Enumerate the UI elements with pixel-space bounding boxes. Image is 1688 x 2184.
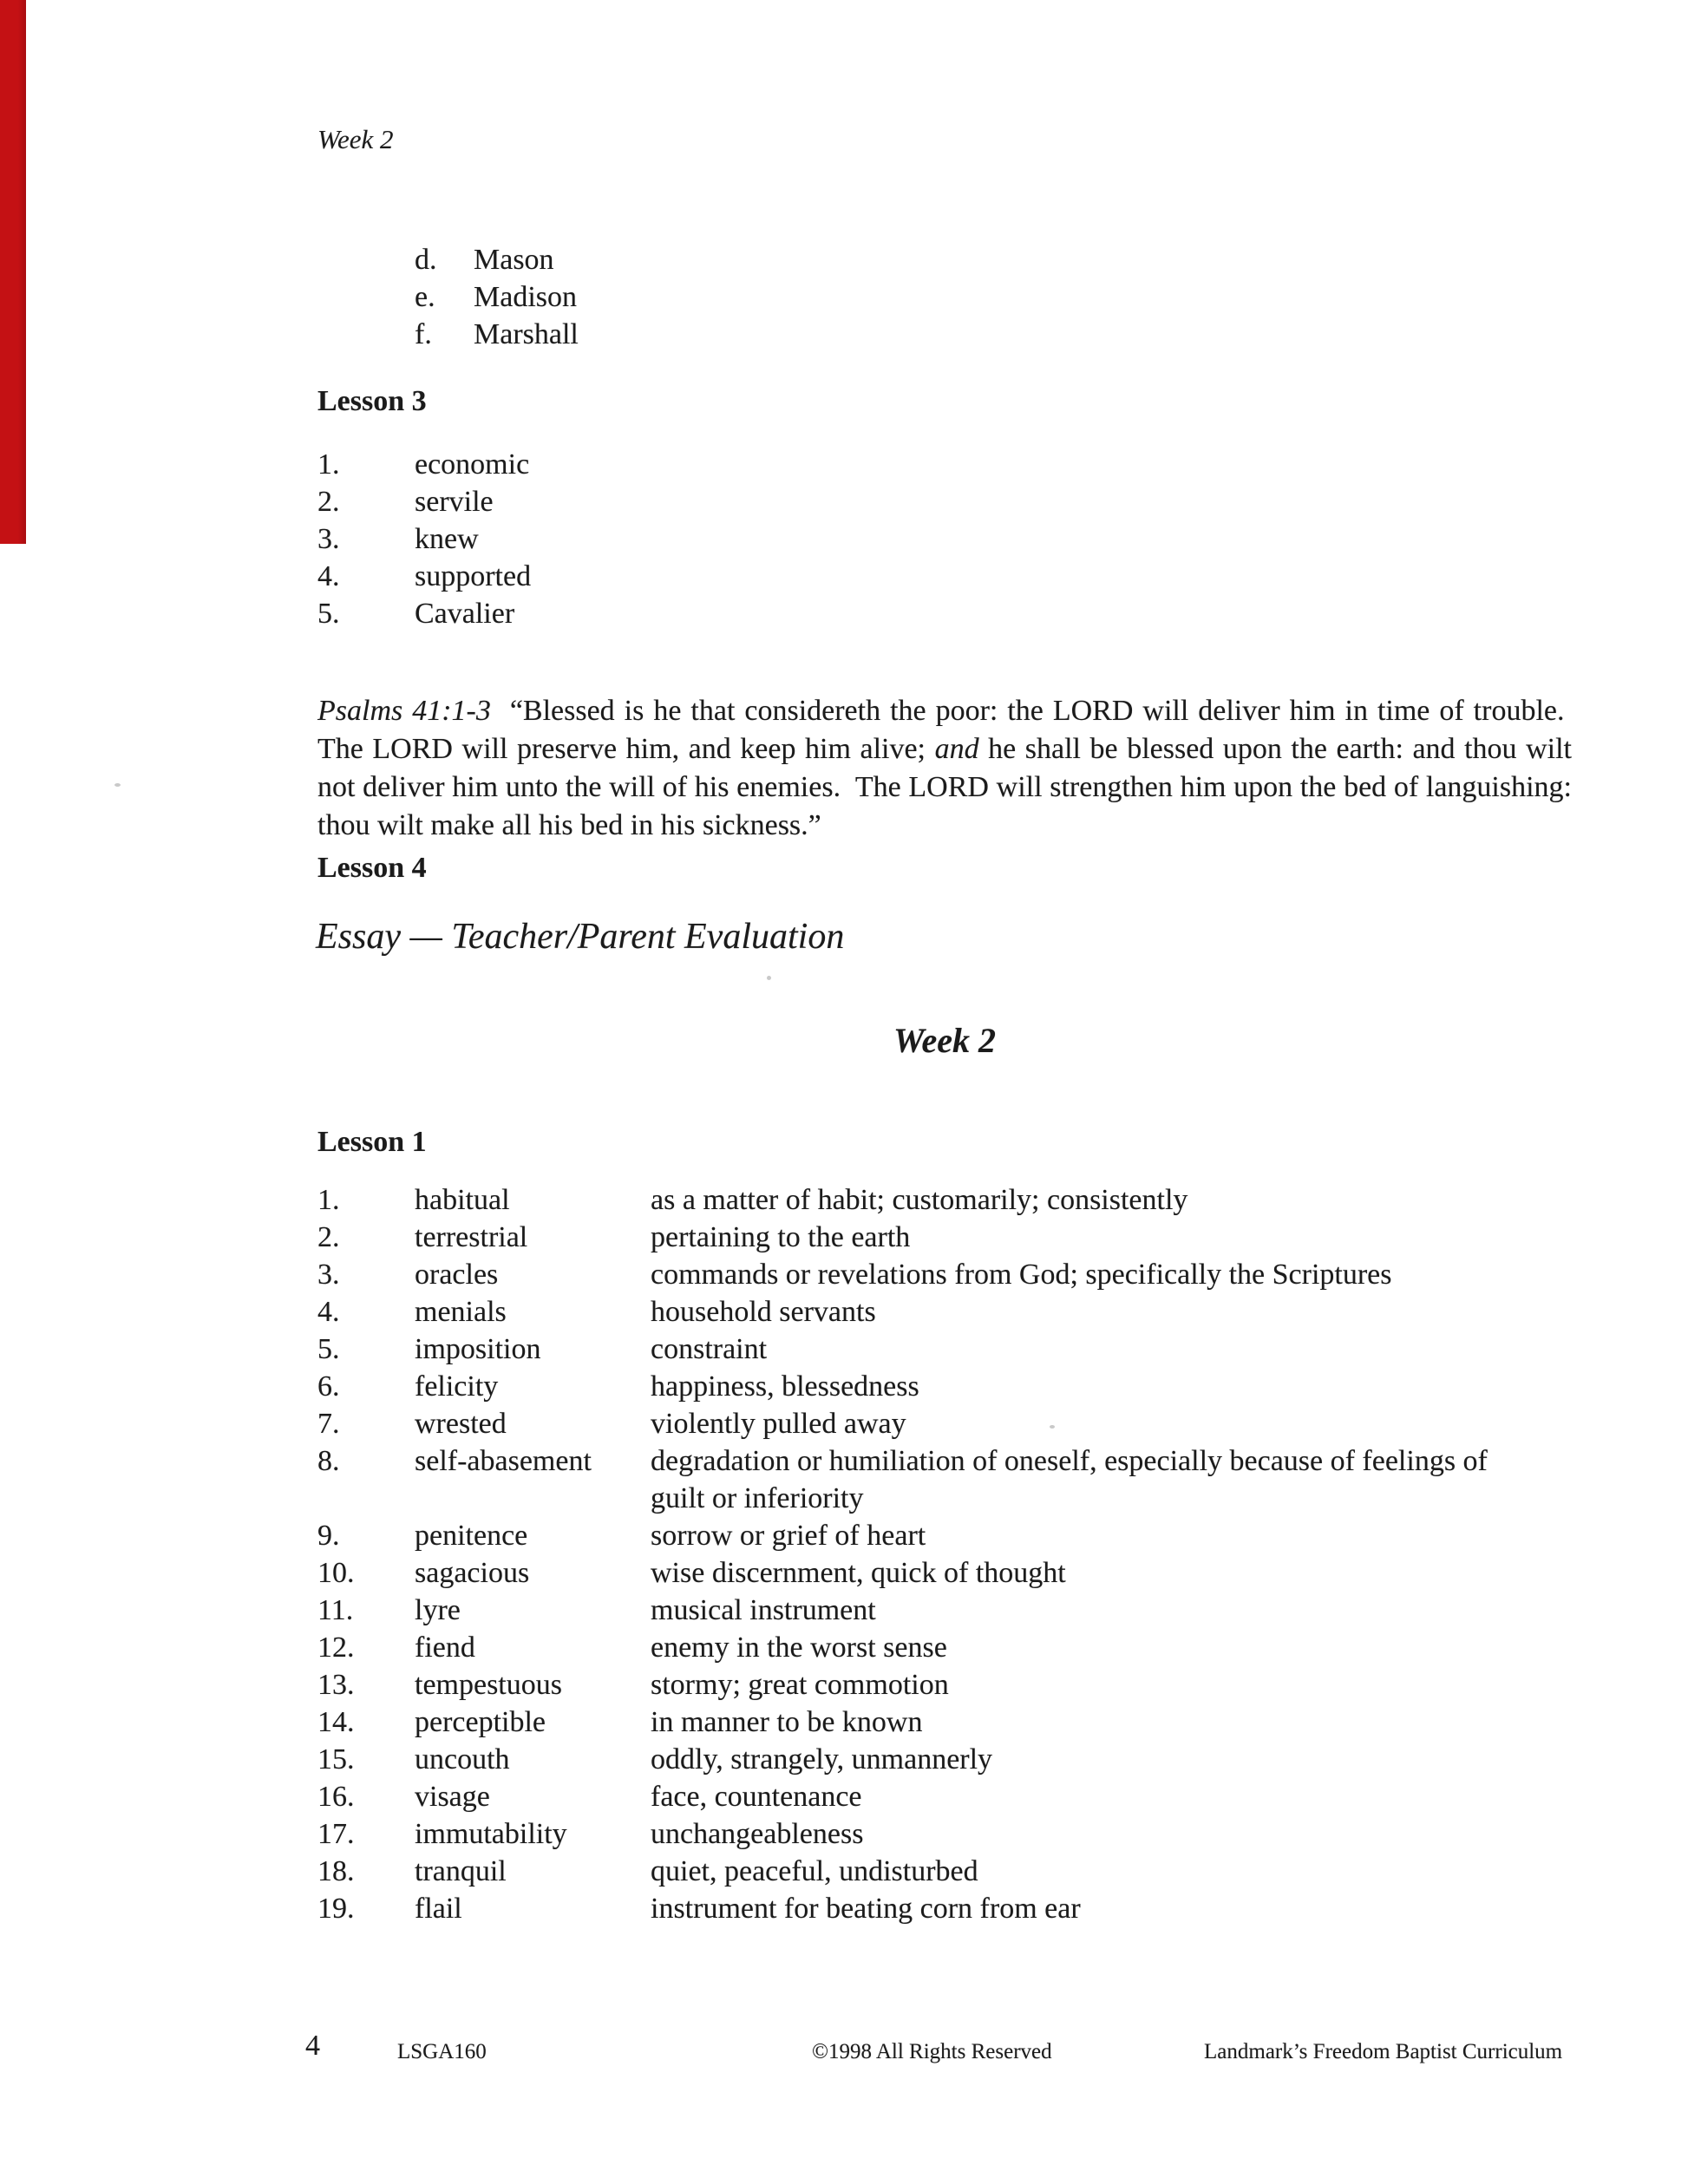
list-item-word: supported: [415, 560, 532, 592]
lesson-1-heading: Lesson 1: [317, 1126, 427, 1158]
vocab-definition: violently pulled away: [651, 1408, 906, 1440]
vocab-definition: instrument for beating corn from ear: [651, 1893, 1081, 1925]
vocab-definition: enemy in the worst sense: [651, 1631, 947, 1664]
vocab-item-number: 8.: [317, 1445, 340, 1477]
vocab-item-number: 16.: [317, 1781, 355, 1813]
vocab-term: perceptible: [415, 1706, 546, 1738]
vocab-list-item: [317, 1890, 1496, 1927]
vocab-item-number: 3.: [317, 1259, 340, 1291]
vocab-item-number: 9.: [317, 1520, 340, 1552]
footer-publisher-name: Landmark’s Freedom Baptist Curriculum: [1204, 2040, 1563, 2063]
lesson-4-heading: Lesson 4: [317, 852, 427, 884]
vocab-definition: constraint: [651, 1333, 768, 1365]
lesson-3-list-item: [317, 595, 531, 632]
vocab-term: sagacious: [415, 1557, 530, 1589]
answer-letter-list: [415, 241, 579, 353]
vocab-list-item: [317, 1815, 1496, 1853]
lesson-1-vocabulary-list: [317, 1181, 1496, 1927]
list-item-word: servile: [415, 486, 494, 518]
footer-page-number: 4: [305, 2030, 320, 2062]
vocab-definition: musical instrument: [651, 1594, 876, 1626]
answer-option-letter: f.: [415, 318, 432, 350]
vocab-item-number: 19.: [317, 1893, 355, 1925]
running-header-week-label: Week 2: [317, 124, 394, 154]
vocab-definition: as a matter of habit; customarily; consistently: [651, 1184, 1188, 1216]
vocab-term: self-abasement: [415, 1445, 592, 1477]
answer-option-text: Madison: [474, 281, 577, 313]
vocab-definition: degradation or humiliation of oneself, especially because of feelings of guilt or inferiority: [651, 1445, 1488, 1514]
vocab-term: oracles: [415, 1259, 499, 1291]
footer-copyright-notice: ©1998 All Rights Reserved: [812, 2040, 1052, 2063]
vocab-item-number: 10.: [317, 1557, 355, 1589]
psalm-quotation-paragraph: [317, 692, 1572, 845]
list-item-number: 2.: [317, 486, 340, 518]
vocab-item-number: 18.: [317, 1855, 355, 1887]
vocab-list-item: [317, 1741, 1496, 1778]
vocab-term: tempestuous: [415, 1669, 562, 1701]
vocab-term: uncouth: [415, 1743, 510, 1775]
list-item-number: 4.: [317, 560, 340, 592]
vocab-list-item: [317, 1554, 1496, 1592]
vocab-list-item: [317, 1778, 1496, 1815]
vocab-item-number: 14.: [317, 1706, 355, 1738]
answer-option-row: [415, 278, 579, 316]
vocab-definition: face, countenance: [651, 1781, 862, 1813]
vocab-list-item: [317, 1592, 1496, 1629]
vocab-item-number: 12.: [317, 1631, 355, 1664]
vocab-definition: quiet, peaceful, undisturbed: [651, 1855, 978, 1887]
vocab-definition: wise discernment, quick of thought: [651, 1557, 1066, 1589]
vocab-term: penitence: [415, 1520, 528, 1552]
vocab-definition: commands or revelations from God; specifically the Scriptures: [651, 1259, 1392, 1291]
list-item-word: Cavalier: [415, 598, 515, 630]
vocab-item-number: 2.: [317, 1221, 340, 1253]
list-item-number: 1.: [317, 448, 340, 481]
essay-evaluation-line: Essay — Teacher/Parent Evaluation: [316, 917, 845, 957]
vocab-item-number: 15.: [317, 1743, 355, 1775]
answer-option-text: Mason: [474, 244, 554, 276]
vocab-list-item: [317, 1703, 1496, 1741]
vocab-term: imposition: [415, 1333, 541, 1365]
vocab-definition: sorrow or grief of heart: [651, 1520, 926, 1552]
psalm-text-segment: and: [934, 733, 979, 765]
psalm-reference: Psalms 41:1-3: [317, 695, 491, 727]
footer-document-code: LSGA160: [397, 2040, 487, 2063]
answer-option-letter: e.: [415, 281, 435, 313]
list-item-word: economic: [415, 448, 530, 481]
answer-option-row: [415, 316, 579, 353]
answer-option-letter: d.: [415, 244, 437, 276]
lesson-3-list-item: [317, 520, 531, 558]
vocab-term: wrested: [415, 1408, 507, 1440]
vocab-item-number: 1.: [317, 1184, 340, 1216]
vocab-list-item: [317, 1442, 1496, 1517]
vocab-list-item: [317, 1331, 1496, 1368]
vocab-definition: oddly, strangely, unmannerly: [651, 1743, 993, 1775]
vocab-item-number: 5.: [317, 1333, 340, 1365]
vocab-term: terrestrial: [415, 1221, 528, 1253]
vocab-term: tranquil: [415, 1855, 507, 1887]
vocab-item-number: 4.: [317, 1296, 340, 1328]
lesson-3-heading: Lesson 3: [317, 385, 427, 417]
scan-speck: [767, 976, 771, 980]
list-item-number: 5.: [317, 598, 340, 630]
vocab-item-number: 6.: [317, 1370, 340, 1403]
list-item-word: knew: [415, 523, 479, 555]
vocab-list-item: [317, 1293, 1496, 1331]
list-item-number: 3.: [317, 523, 340, 555]
psalm-text-segment: “Blessed is he that considereth the poor: the LORD will deliver him in time of trouble. The LORD will preserve him, and keep him alive;: [317, 695, 1572, 765]
vocab-list-item: [317, 1517, 1496, 1554]
answer-option-row: [415, 241, 579, 278]
vocab-item-number: 17.: [317, 1818, 355, 1850]
vocab-term: habitual: [415, 1184, 510, 1216]
lesson-3-list-item: [317, 483, 531, 520]
vocab-definition: unchangeableness: [651, 1818, 864, 1850]
vocab-item-number: 11.: [317, 1594, 354, 1626]
scan-speck: [114, 783, 121, 787]
vocab-list-item: [317, 1629, 1496, 1666]
vocab-list-item: [317, 1368, 1496, 1405]
answer-option-text: Marshall: [474, 318, 579, 350]
vocab-list-item: [317, 1853, 1496, 1890]
lesson-3-list-item: [317, 558, 531, 595]
lesson-3-list-item: [317, 446, 531, 483]
vocab-term: fiend: [415, 1631, 475, 1664]
vocab-term: menials: [415, 1296, 507, 1328]
scan-artifact-red-bar: [0, 0, 26, 544]
vocab-definition: household servants: [651, 1296, 876, 1328]
vocab-term: felicity: [415, 1370, 499, 1403]
vocab-item-number: 7.: [317, 1408, 340, 1440]
vocab-item-number: 13.: [317, 1669, 355, 1701]
vocab-term: visage: [415, 1781, 490, 1813]
vocab-definition: happiness, blessedness: [651, 1370, 919, 1403]
vocab-term: lyre: [415, 1594, 461, 1626]
vocab-term: immutability: [415, 1818, 567, 1850]
scan-speck: [1050, 1425, 1055, 1429]
vocab-definition: stormy; great commotion: [651, 1669, 949, 1701]
vocab-definition: in manner to be known: [651, 1706, 923, 1738]
vocab-term: flail: [415, 1893, 462, 1925]
vocab-list-item: [317, 1666, 1496, 1703]
vocab-definition: pertaining to the earth: [651, 1221, 911, 1253]
vocab-list-item: [317, 1181, 1496, 1219]
week-2-section-heading: Week 2: [893, 1021, 997, 1060]
lesson-3-answer-list: [317, 446, 531, 632]
psalm-text-segment: he shall be blessed upon the earth: and thou wilt not deliver him unto the will of his enemies. The LORD will strengthen him upon the bed of languishing: thou wilt make all his bed in his sickness.”: [317, 733, 1572, 841]
vocab-list-item: [317, 1256, 1496, 1293]
vocab-list-item: [317, 1405, 1496, 1442]
vocab-list-item: [317, 1219, 1496, 1256]
